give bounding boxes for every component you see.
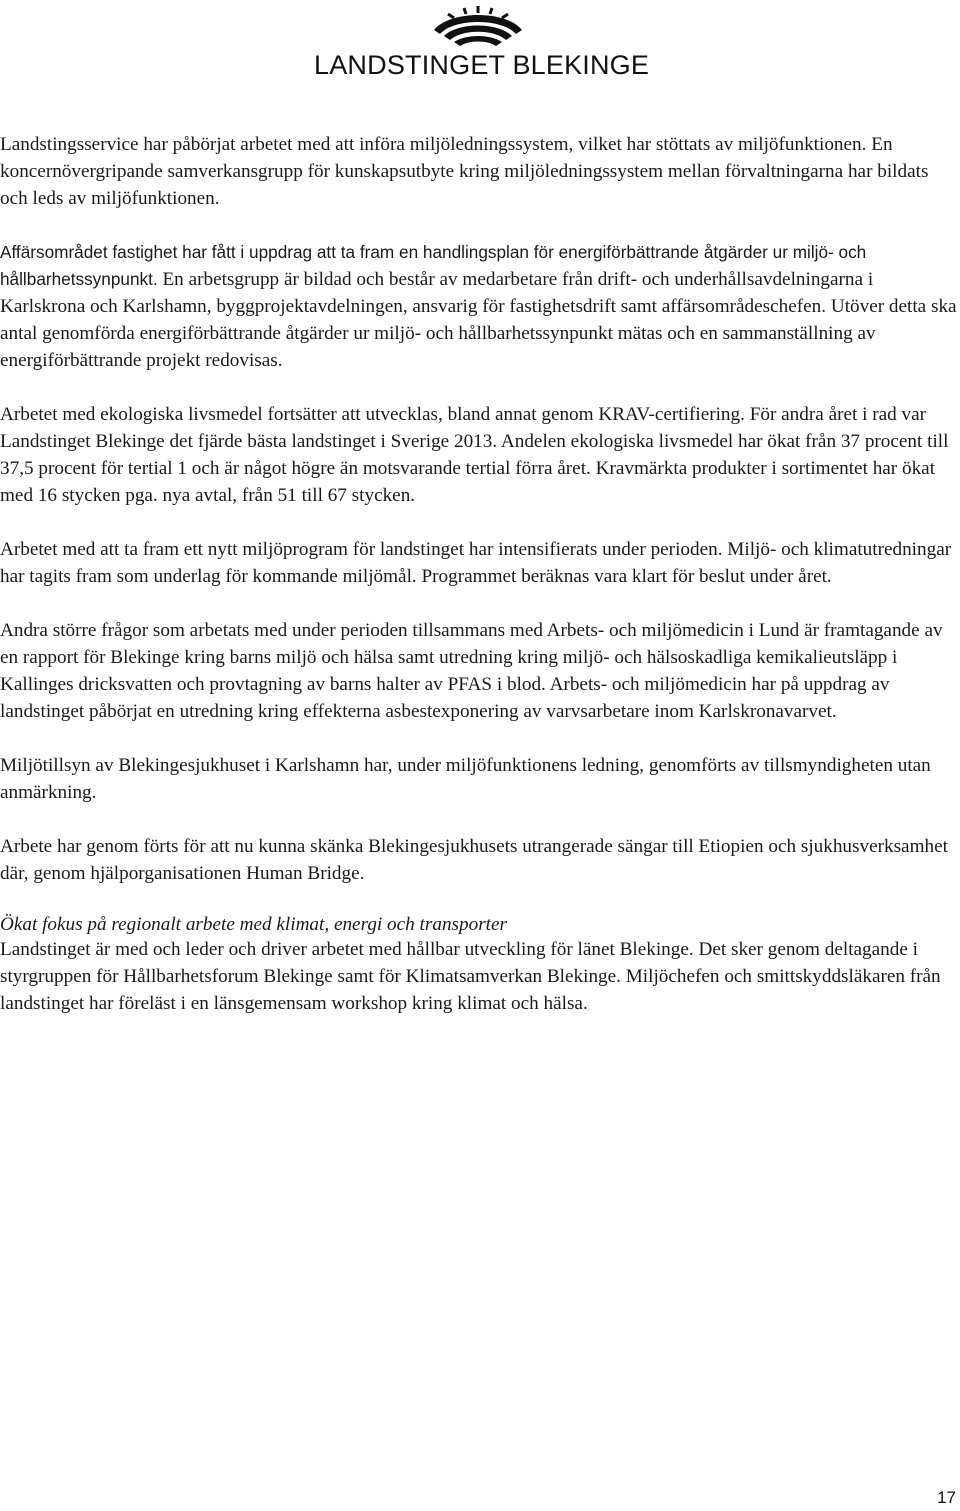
paragraph-environmental-program: Arbetet med att ta fram ett nytt miljöprogram för landstinget har intensifierats under perioden. Miljö- och klimatutredningar har tagits fram som underlag för kommande miljömål. Programmet beräknas vara klart för beslut under året. (0, 539, 952, 587)
section-heading-regional-focus: Ökat fokus på regionalt arbete med klimat, energi och transporter (0, 914, 507, 935)
document-body (0, 131, 960, 1017)
paragraph-property-energy (0, 239, 960, 374)
paragraph-environmental-inspection: Miljötillsyn av Blekingesjukhuset i Karlshamn har, under miljöfunktionens ledning, genomförts av tillsmyndigheten utan anmärkning. (0, 755, 931, 803)
paragraph-bed-donation: Arbete har genom förts för att nu kunna skänka Blekingesjukhusets utrangerade sängar till Etiopien och sjukhusverksamhet där, genom hjälporganisationen Human Bridge. (0, 836, 948, 884)
paragraph-organic-food: Arbetet med ekologiska livsmedel fortsätter att utvecklas, bland annat genom KRAV-certifiering. För andra året i rad var Landstinget Blekinge det fjärde bästa landstinget i Sverige 2013. Andelen ekologiska livsmedel har ökat från 37 procent till 37,5 procent för tertial 1 och är något högre än motsvarande tertial förra året. Kravmärkta produkter i sortimentet har ökat med 16 stycken pga. nya avtal, från 51 till 67 stycken. (0, 404, 949, 506)
paragraph-regional-sustainability: Landstinget är med och leder och driver arbetet med hållbar utveckling för länet Blekinge. Det sker genom deltagande i styrgruppen för Hållbarhetsforum Blekinge samt för Klimatsamverkan Blekinge. Miljöchefen och smittskyddsläkaren från landstinget har föreläst i en länsgemensam workshop kring klimat och hälsa. (0, 939, 941, 1014)
page-number: 17 (937, 1488, 956, 1507)
paragraph-occupational-medicine: Andra större frågor som arbetats med under perioden tillsammans med Arbets- och miljömedicin i Lund är framtagande av en rapport för Blekinge kring barns miljö och hälsa samt utredning kring miljö- och hälsoskadliga kemikalieutsläpp i Kallinges dricksvatten och provtagning av barns halter av PFAS i blod. Arbets- och miljömedicin har på uppdrag av landstinget påbörjat en utredning kring effekterna asbestexponering av varvsarbetare inom Karlskronavarvet. (0, 620, 943, 722)
organization-logo-text: LANDSTINGET BLEKINGE (314, 50, 650, 80)
crown-emblem-icon (430, 4, 526, 50)
paragraph-property-energy-lead: Affärsområdet fastighet har fått i uppdrag att ta fram en handlingsplan för energiförbättrande åtgärder ur miljö- och hållbarhetssynpunkt. (0, 242, 867, 289)
page-header (0, 0, 960, 100)
paragraph-property-energy-rest: En arbetsgrupp är bildad och består av medarbetare från drift- och underhållsavdelningarna i Karlskrona och Karlshamn, byggprojektavdelningen, ansvarig för fastighetsdrift samt affärsområdeschefen. Utöver detta ska antal genomförda energiförbättrande åtgärder ur miljö- och hållbarhetssynpunkt mätas och en sammanställning av energiförbättrande projekt redovisas. (0, 269, 957, 371)
paragraph-environmental-management: Landstingsservice har påbörjat arbetet med att införa miljöledningssystem, vilket har stöttats av miljöfunktionen. En koncernövergripande samverkansgrupp för kunskapsutbyte kring miljöledningssystem mellan förvaltningarna har bildats och leds av miljöfunktionen. (0, 134, 929, 209)
